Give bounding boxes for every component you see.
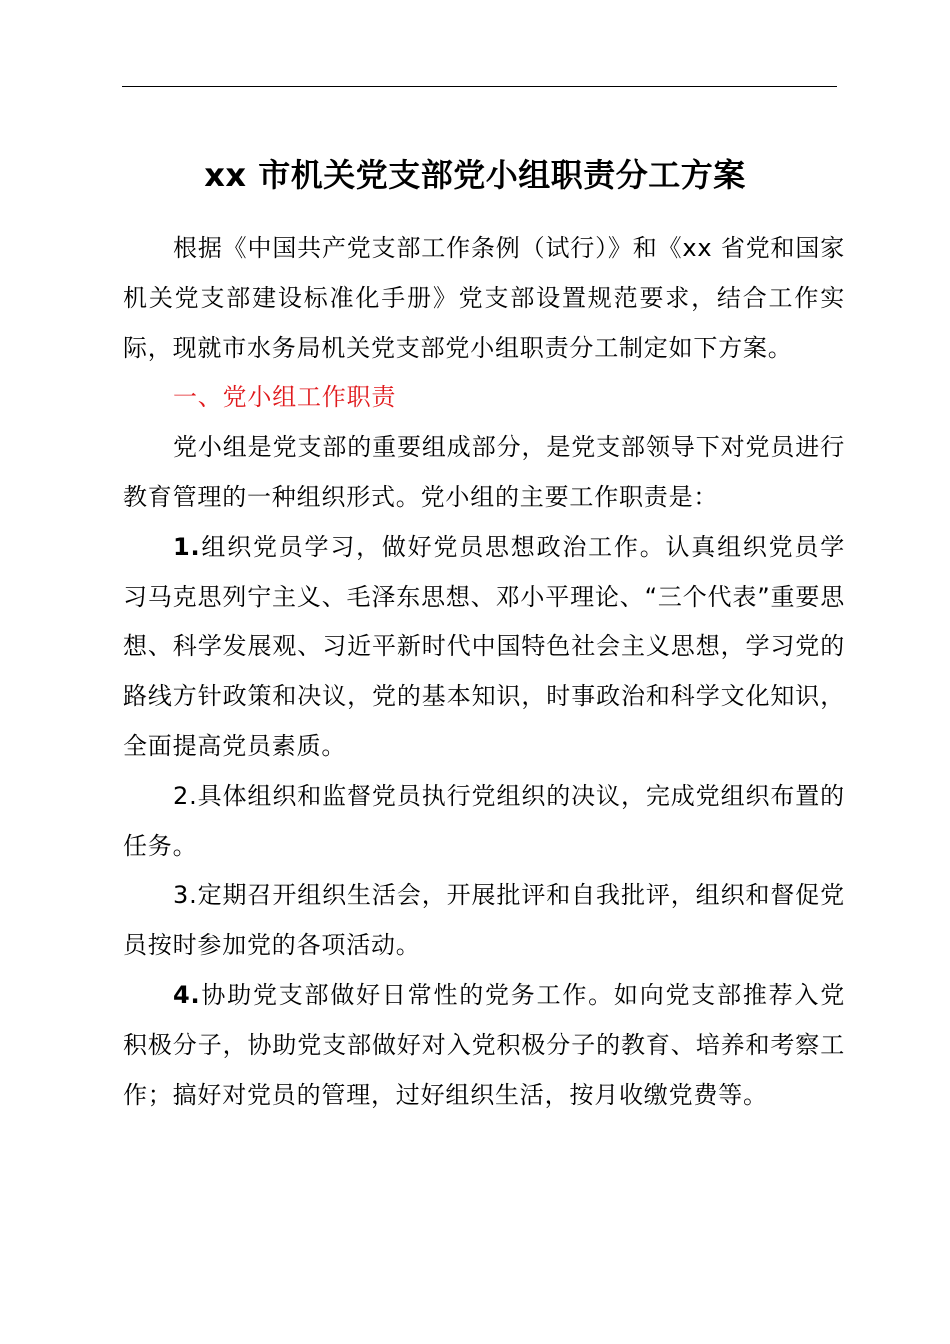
item-number: 3. bbox=[173, 881, 198, 910]
document-title: xx 市机关党支部党小组职责分工方案 bbox=[204, 156, 746, 194]
item-number: 2. bbox=[173, 781, 198, 810]
item-text: 组织党员学习，做好党员思想政治工作。认真组织党员学习马克思列宁主义、毛泽东思想、邓小平理论、“三个代表”重要思想、科学发展观、习近平新时代中国特色社会主义思想，学习党的路线方针政策和决议，党的基本知识，时事政治和科学文化知识，全面提高党员素质。 bbox=[123, 532, 845, 760]
item-text: 定期召开组织生活会，开展批评和自我批评，组织和督促党员按时参加党的各项活动。 bbox=[123, 881, 845, 960]
intro-paragraph: 根据《中国共产党支部工作条例（试行）》和《xx 省党和国家机关党支部建设标准化手册》党支部设置规范要求，结合工作实际，现就市水务局机关党支部党小组职责分工制定如下方案。 bbox=[123, 234, 845, 362]
section-heading: 一、党小组工作职责 bbox=[173, 383, 397, 412]
section-intro-paragraph: 党小组是党支部的重要组成部分，是党支部领导下对党员进行教育管理的一种组织形式。党小组的主要工作职责是： bbox=[123, 433, 845, 511]
header-rule bbox=[122, 86, 837, 87]
list-item bbox=[123, 871, 845, 971]
item-text: 具体组织和监督党员执行党组织的决议，完成党组织布置的任务。 bbox=[123, 781, 845, 860]
item-number: 1. bbox=[173, 532, 201, 561]
list-item bbox=[123, 971, 845, 1120]
item-text: 协助党支部做好日常性的党务工作。如向党支部推荐入党积极分子，协助党支部做好对入党积极分子的教育、培养和考察工作；搞好对党员的管理，过好组织生活，按月收缴党费等。 bbox=[123, 980, 845, 1109]
list-item bbox=[123, 772, 845, 872]
document-body bbox=[123, 224, 845, 1120]
list-item bbox=[123, 523, 845, 772]
item-number: 4. bbox=[173, 980, 201, 1009]
